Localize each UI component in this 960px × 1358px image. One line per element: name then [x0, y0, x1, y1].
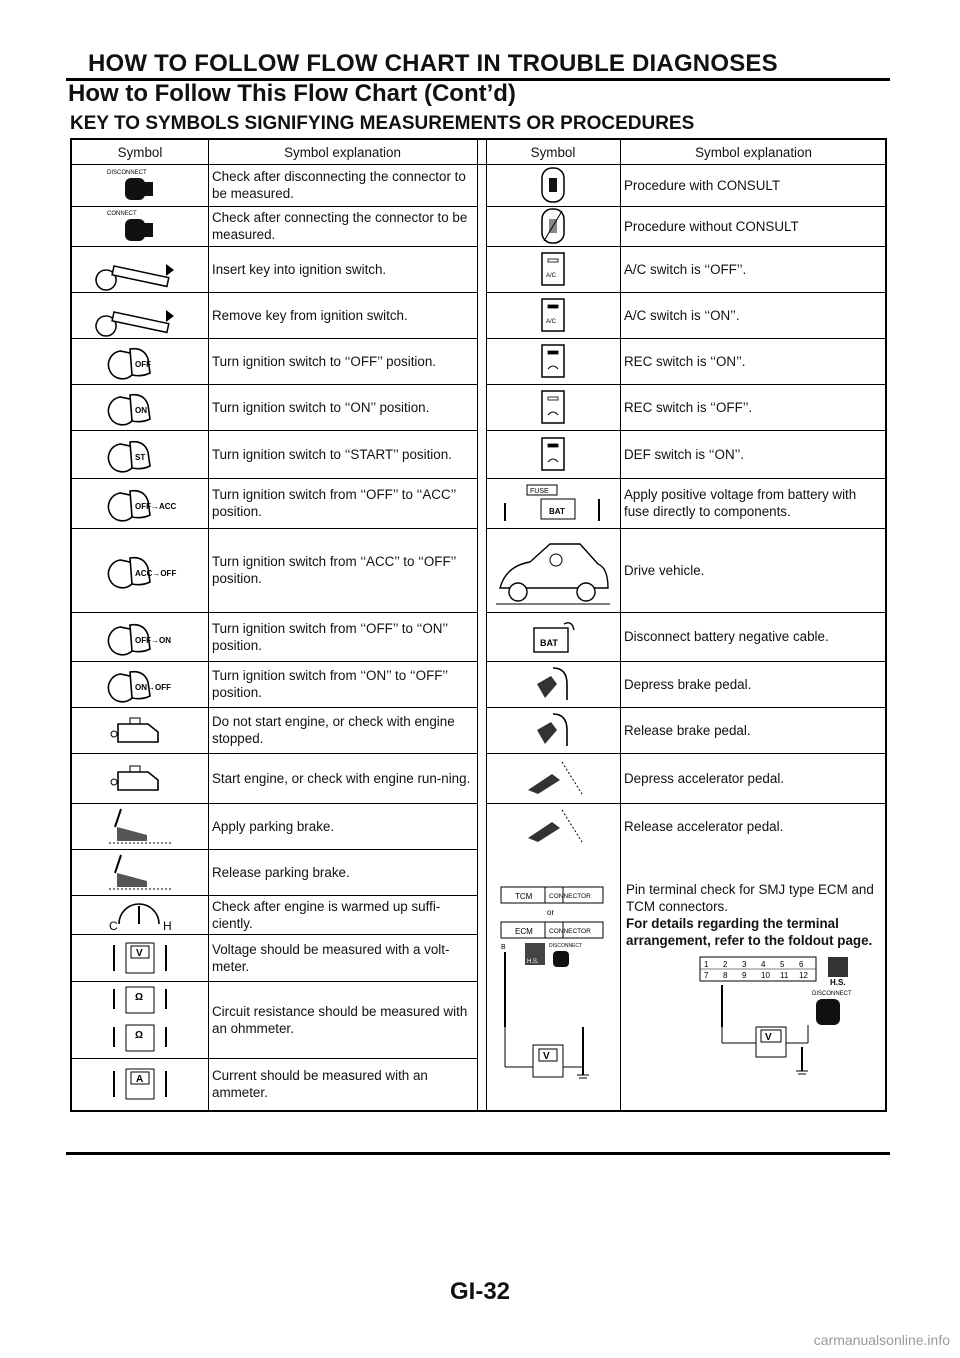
left-row-explanation: [208, 1058, 477, 1110]
svg-text:BAT: BAT: [540, 637, 558, 648]
svg-text:V: V: [543, 1051, 550, 1062]
parking-brake-release-icon: [72, 849, 208, 895]
svg-text:DISCONNECT: DISCONNECT: [107, 170, 147, 176]
no-consult-icon: [486, 206, 620, 246]
svg-text:7: 7: [704, 971, 709, 980]
left-row-explanation: [208, 206, 477, 246]
page-number: GI-32: [449, 1278, 511, 1305]
left-row-explanation: [208, 934, 477, 981]
pin-terminal-text: Pin terminal check for SMJ type ECM and TCM connectors.: [626, 882, 874, 914]
svg-text:FUSE: FUSE: [530, 488, 549, 495]
battery-fuse-icon: [486, 478, 620, 528]
voltmeter-icon: [72, 934, 208, 981]
right-row-explanation: [620, 478, 887, 528]
svg-text:H.S.: H.S.: [527, 959, 539, 965]
explanation-text: A/C switch is ‘‘ON’’.: [624, 307, 740, 323]
right-row-explanation: [620, 292, 887, 338]
right-row-explanation: [620, 803, 887, 849]
ohmmeter-icon: [72, 981, 208, 1058]
rec-switch-off-icon: [486, 384, 620, 430]
explanation-text: Remove key from ignition switch.: [212, 307, 408, 323]
svg-text:CONNECTOR: CONNECTOR: [549, 928, 591, 935]
left-row-explanation: [208, 528, 477, 612]
explanation-text: Release accelerator pedal.: [624, 818, 784, 834]
left-row-explanation: [208, 612, 477, 661]
explanation-text: Insert key into ignition switch.: [212, 261, 387, 277]
tcm-label: TCM: [515, 892, 533, 901]
svg-text:2: 2: [723, 960, 728, 969]
svg-text:8: 8: [723, 971, 728, 980]
svg-text:OFF→ON: OFF→ON: [135, 635, 171, 645]
svg-text:OFF: OFF: [135, 360, 151, 369]
explanation-text: Do not start engine, or check with engine stopped.: [212, 714, 455, 746]
right-row-explanation: [620, 206, 887, 246]
consult-icon: [486, 164, 620, 206]
svg-text:DISCONNECT: DISCONNECT: [549, 943, 583, 949]
svg-text:11: 11: [780, 971, 789, 980]
explanation-text: Turn ignition switch to ‘‘ON’’ position.: [212, 399, 430, 415]
left-row-explanation: [208, 430, 477, 478]
section-title: KEY TO SYMBOLS SIGNIFYING MEASUREMENTS OR PROCEDURES: [70, 113, 695, 134]
engine-running-icon: [72, 753, 208, 803]
left-row-explanation: [208, 661, 477, 707]
left-row-explanation: [208, 849, 477, 895]
explanation-text: Release parking brake.: [212, 864, 350, 880]
explanation-text: Turn ignition switch from ‘‘ON’’ to ‘‘OFF’’ position.: [212, 668, 448, 700]
svg-text:V: V: [765, 1032, 772, 1043]
watermark: carmanualsonline.info: [813, 1332, 950, 1348]
drive-vehicle-icon: [486, 528, 620, 612]
key-insert-icon: [72, 246, 208, 292]
svg-text:ACC→OFF: ACC→OFF: [135, 569, 177, 578]
svg-text:DISCONNECT: DISCONNECT: [812, 991, 852, 997]
footer-rule: [66, 1152, 890, 1155]
svg-text:10: 10: [761, 971, 770, 980]
page-header-subtitle: How to Follow This Flow Chart (Cont’d): [68, 80, 516, 107]
ignition-on-off-icon: [72, 661, 208, 707]
right-row-explanation: [620, 246, 887, 292]
right-row-explanation: [620, 707, 887, 753]
svg-text:ON: ON: [135, 406, 147, 415]
left-row-explanation: [208, 707, 477, 753]
right-row-explanation: [620, 528, 887, 612]
svg-text:H: H: [163, 918, 172, 933]
explanation-text: Circuit resistance should be measured with an ohmmeter.: [212, 1003, 468, 1036]
ignition-on-icon: [72, 384, 208, 430]
ignition-off-on-icon: [72, 612, 208, 661]
disconnect-icon: [72, 164, 208, 206]
explanation-text: Check after disconnecting the connector to be measured.: [212, 169, 466, 201]
right-row-explanation: [620, 612, 887, 661]
right-row-explanation: [620, 384, 887, 430]
explanation-text: REC switch is ‘‘OFF’’.: [624, 399, 753, 415]
ignition-off-icon: [72, 338, 208, 384]
svg-text:Ω: Ω: [135, 991, 144, 1003]
left-row-explanation: [208, 981, 477, 1058]
rec-switch-on-icon: [486, 338, 620, 384]
def-switch-on-icon: [486, 430, 620, 478]
svg-text:ON→OFF: ON→OFF: [135, 683, 171, 692]
svg-text:H.S.: H.S.: [830, 978, 846, 987]
pin-check-probe-diagram: [486, 849, 620, 1110]
explanation-text: Depress accelerator pedal.: [624, 770, 785, 786]
explanation-text: Turn ignition switch to ‘‘START’’ position.: [212, 446, 452, 462]
left-row-explanation: [208, 803, 477, 849]
svg-text:6: 6: [799, 960, 804, 969]
explanation-text: Release brake pedal.: [624, 722, 751, 738]
explanation-text: Check after connecting the connector to be measured.: [212, 210, 468, 242]
svg-text:C: C: [109, 918, 118, 933]
right-row-explanation: [620, 338, 887, 384]
left-row-explanation: [208, 246, 477, 292]
ignition-start-icon: [72, 430, 208, 478]
svg-text:or: or: [547, 908, 555, 917]
svg-text:A: A: [136, 1074, 144, 1085]
svg-text:A/C: A/C: [546, 319, 557, 325]
right-row-explanation: [620, 430, 887, 478]
pin-arrangement-diagram: [698, 955, 858, 1079]
engine-stopped-icon: [72, 707, 208, 753]
left-row-explanation: [208, 292, 477, 338]
svg-text:4: 4: [761, 960, 766, 969]
explanation-text: Turn ignition switch to ‘‘OFF’’ position.: [212, 353, 437, 369]
svg-text:B: B: [501, 944, 506, 951]
svg-text:12: 12: [799, 971, 808, 980]
explanation-text: Voltage should be measured with a volt-meter.: [212, 941, 450, 974]
svg-text:V: V: [136, 947, 143, 959]
left-row-explanation: [208, 753, 477, 803]
connect-icon: [72, 206, 208, 246]
page-header-title: HOW TO FOLLOW FLOW CHART IN TROUBLE DIAGNOSES: [88, 50, 778, 77]
brake-release-icon: [486, 707, 620, 753]
left-row-explanation: [208, 895, 477, 934]
ecm-label: ECM: [515, 927, 533, 936]
col-header-symbol-left: Symbol: [117, 144, 163, 160]
symbols-table: [70, 138, 887, 1112]
right-row-explanation: [620, 164, 887, 206]
explanation-text: Turn ignition switch from ‘‘OFF’’ to ‘‘ACC’’ position.: [212, 487, 456, 519]
parking-brake-apply-icon: [72, 803, 208, 849]
explanation-text: Start engine, or check with engine run-ning.: [212, 770, 471, 786]
explanation-text: Depress brake pedal.: [624, 676, 752, 692]
right-row-explanation: [620, 661, 887, 707]
pin-terminal-cell: [620, 849, 887, 1110]
ammeter-icon: [72, 1058, 208, 1110]
pin-terminal-note: For details regarding the terminal arrangement, refer to the foldout page.: [626, 916, 873, 948]
key-remove-icon: [72, 292, 208, 338]
explanation-text: Current should be measured with an ammeter.: [212, 1068, 428, 1100]
svg-text:9: 9: [742, 971, 747, 980]
explanation-text: Turn ignition switch from ‘‘ACC’’ to ‘‘OFF’’ position.: [212, 554, 456, 586]
svg-text:3: 3: [742, 960, 747, 969]
explanation-text: Check after engine is warmed up suffi-ciently.: [212, 898, 441, 931]
explanation-text: Disconnect battery negative cable.: [624, 629, 829, 644]
svg-text:CONNECTOR: CONNECTOR: [549, 893, 591, 900]
accel-release-icon: [486, 803, 620, 849]
left-row-explanation: [208, 338, 477, 384]
explanation-text: A/C switch is ‘‘OFF’’.: [624, 261, 747, 277]
explanation-text: Procedure without CONSULT: [624, 218, 799, 234]
explanation-text: Drive vehicle.: [624, 562, 705, 578]
ac-switch-off-icon: [486, 246, 620, 292]
left-row-explanation: [208, 164, 477, 206]
svg-text:A/C: A/C: [546, 273, 557, 279]
explanation-text: DEF switch is ‘‘ON’’.: [624, 446, 745, 462]
ignition-acc-off-icon: [72, 528, 208, 612]
accel-depress-icon: [486, 753, 620, 803]
explanation-text: Procedure with CONSULT: [624, 177, 781, 193]
left-row-explanation: [208, 384, 477, 430]
svg-text:CONNECT: CONNECT: [107, 211, 137, 217]
explanation-text: Apply parking brake.: [212, 818, 335, 834]
explanation-text: Turn ignition switch from ‘‘OFF’’ to ‘‘ON’’ position.: [212, 620, 448, 653]
svg-text:Ω: Ω: [135, 1029, 144, 1041]
ac-switch-on-icon: [486, 292, 620, 338]
col-header-explanation-left: Symbol explanation: [284, 144, 401, 160]
svg-text:ST: ST: [135, 453, 146, 462]
svg-text:5: 5: [780, 960, 785, 969]
explanation-text: REC switch is ‘‘ON’’.: [624, 353, 746, 369]
svg-text:1: 1: [704, 960, 709, 969]
battery-disconnect-icon: [486, 612, 620, 661]
brake-depress-icon: [486, 661, 620, 707]
svg-text:OFF→ACC: OFF→ACC: [135, 502, 177, 511]
ignition-off-acc-icon: [72, 478, 208, 528]
right-row-explanation: [620, 753, 887, 803]
temperature-gauge-icon: [72, 895, 208, 934]
left-row-explanation: [208, 478, 477, 528]
col-header-explanation-right: Symbol explanation: [695, 144, 812, 160]
col-header-symbol-right: Symbol: [530, 144, 576, 160]
explanation-text: Apply positive voltage from battery with fuse directly to components.: [624, 487, 857, 519]
svg-text:BAT: BAT: [549, 507, 565, 516]
